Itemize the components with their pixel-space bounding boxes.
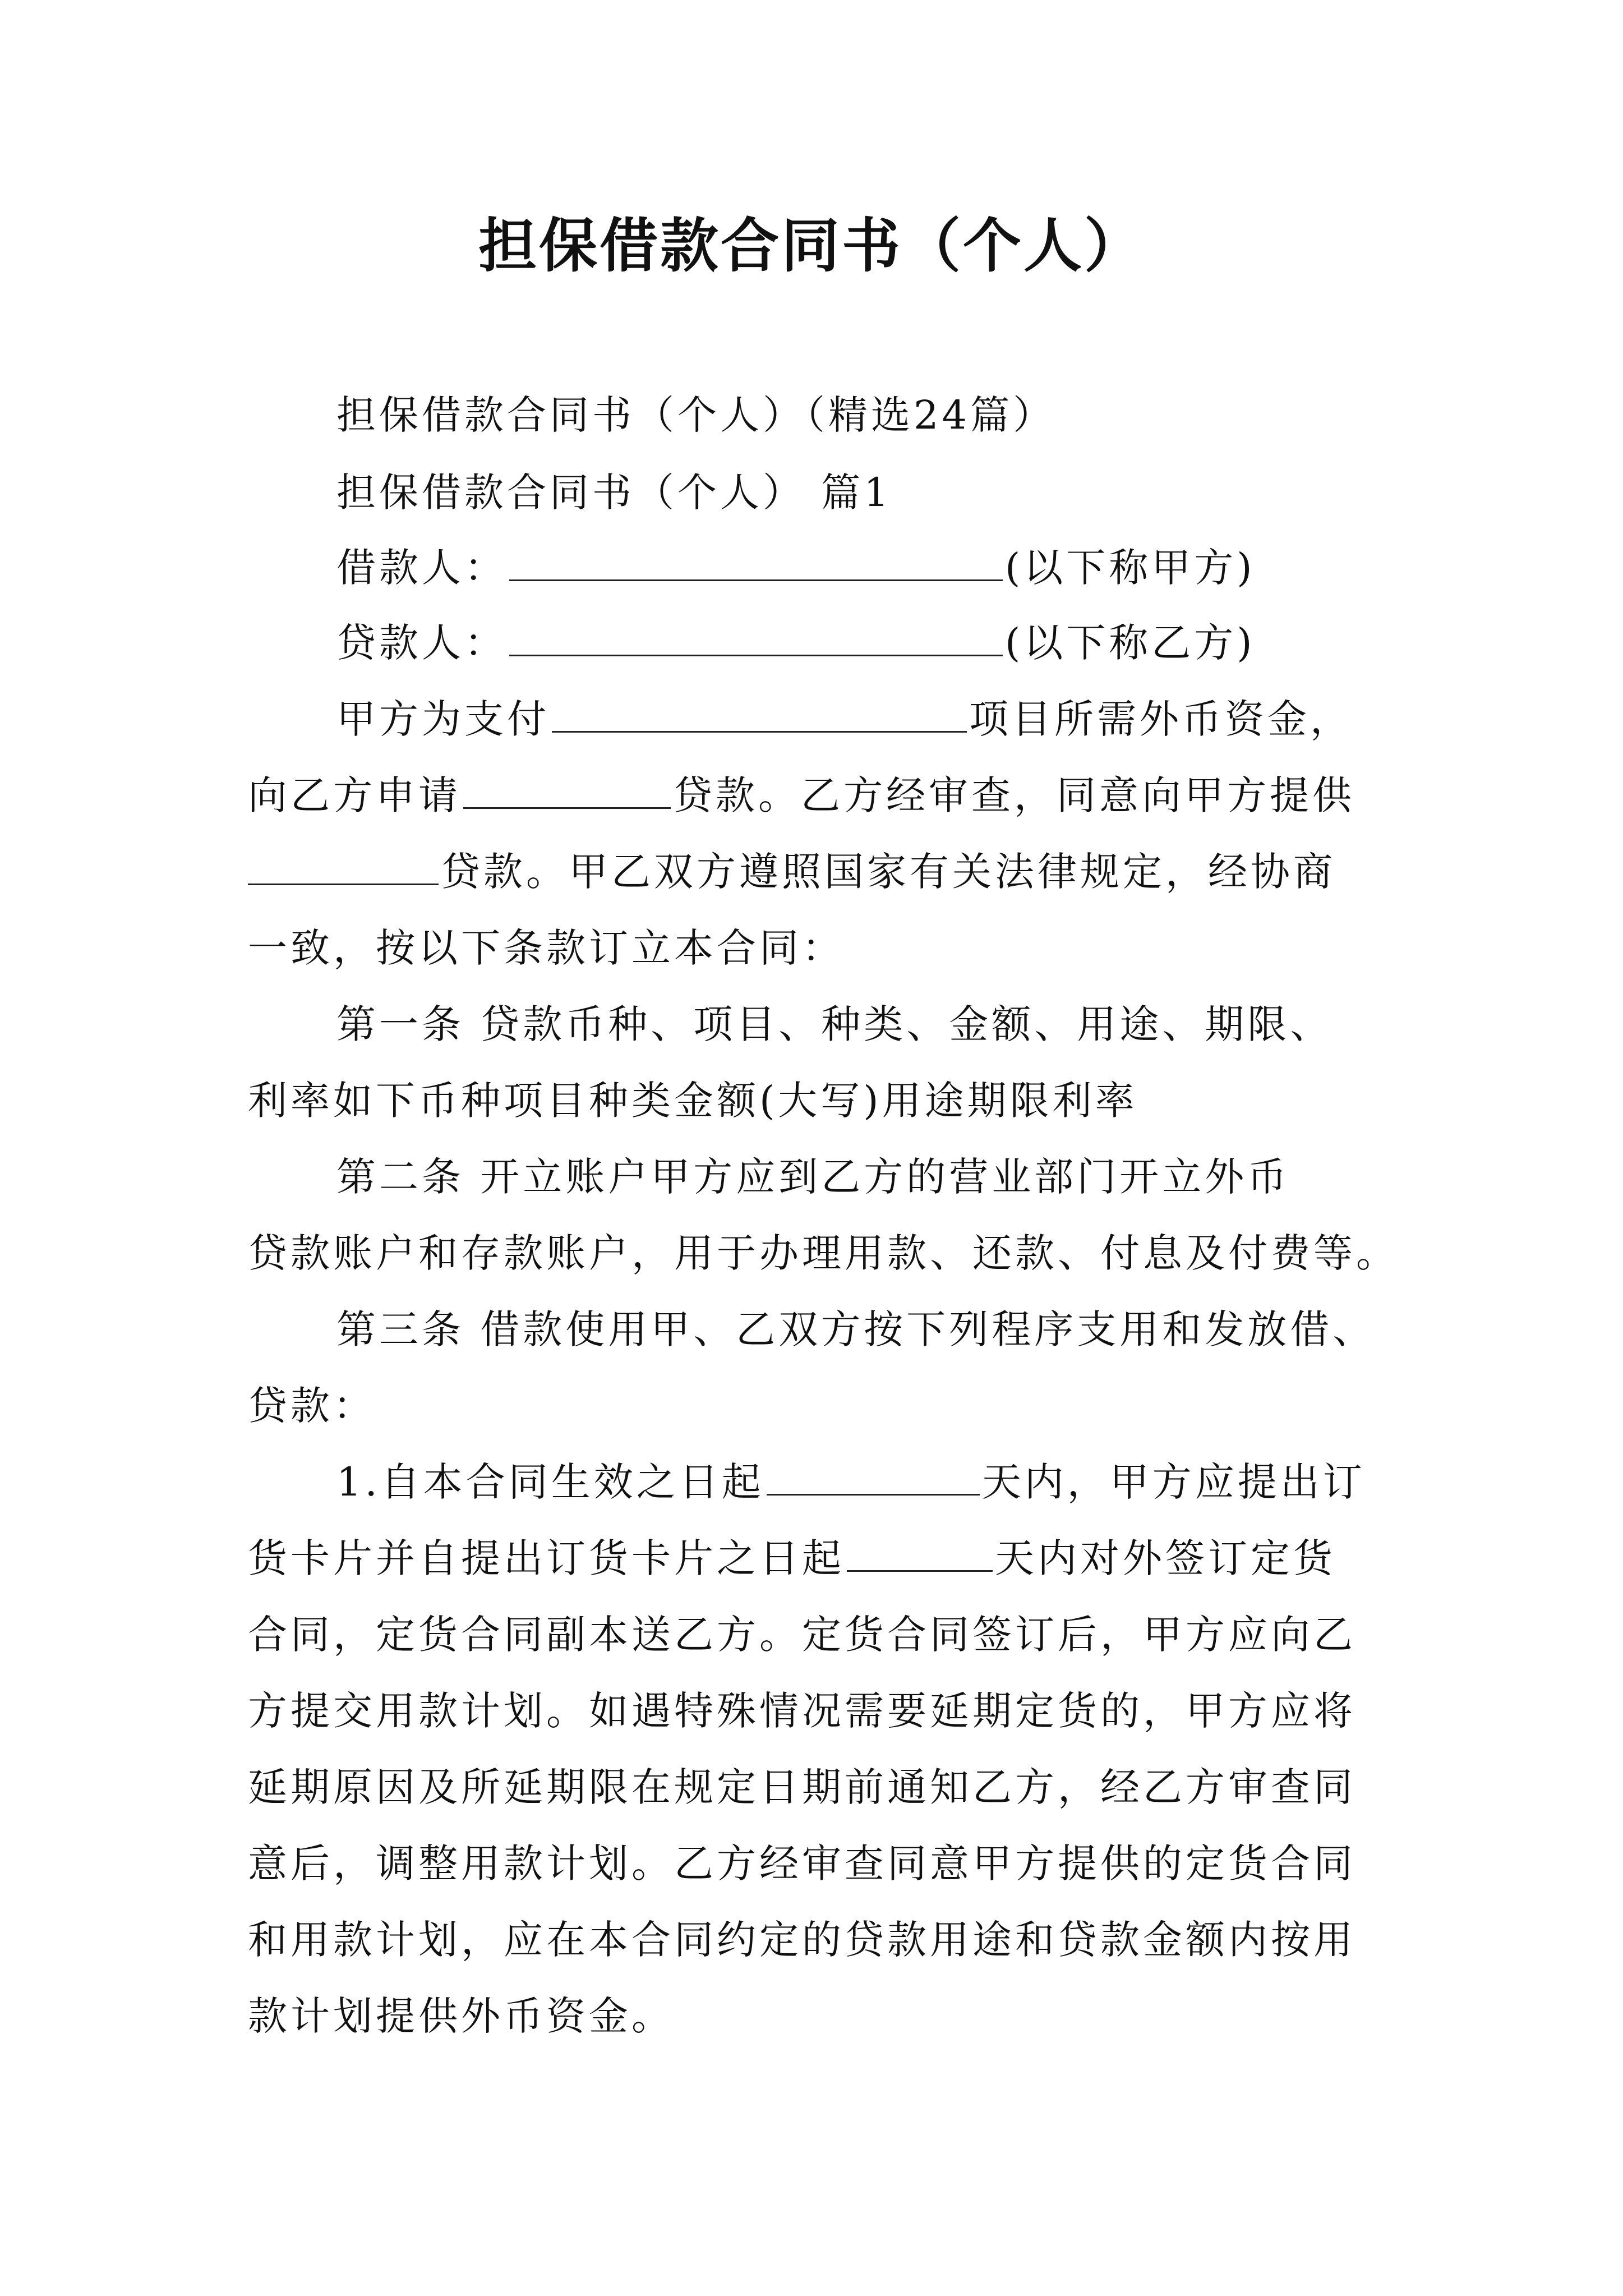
body-line: 方提交用款计划。如遇特殊情况需要延期定货的，甲方应将 — [248, 1688, 1356, 1734]
body-line — [248, 844, 1336, 900]
article-2: 第二条 开立账户甲方应到乙方的营业部门开立外币 — [336, 1154, 1290, 1200]
text-segment: 1.自本合同生效之日起 — [336, 1459, 764, 1505]
text-segment: 向乙方申请 — [248, 772, 461, 818]
body-line — [248, 1530, 1336, 1586]
text-segment: 项目所需外币资金， — [969, 696, 1353, 742]
document-title: 担保借款合同书（个人） — [478, 211, 1145, 280]
text-segment: 天内对外签订定货 — [995, 1535, 1336, 1581]
text-segment: 贷款。乙方经审查，同意向甲方提供 — [673, 772, 1355, 818]
article-3: 第三条 借款使用甲、乙双方按下列程序支用和发放借、 — [336, 1306, 1376, 1352]
borrower-blank — [509, 544, 1003, 581]
body-line: 和用款计划，应在本合同约定的贷款用途和贷款金额内按用 — [248, 1917, 1356, 1963]
section-heading: 担保借款合同书（个人） 篇1 — [336, 470, 892, 516]
borrower-line — [336, 540, 1256, 596]
loan-amount-blank — [248, 848, 439, 885]
project-blank — [552, 695, 967, 733]
days-blank — [767, 1458, 980, 1496]
days-blank — [847, 1534, 993, 1572]
lender-line — [336, 615, 1256, 671]
lender-blank — [509, 619, 1003, 656]
body-line: 意后，调整用款计划。乙方经审查同意甲方提供的定货合同 — [248, 1841, 1356, 1887]
loan-type-blank — [463, 771, 671, 809]
lender-suffix: (以下称乙方) — [1005, 620, 1256, 666]
body-line — [248, 767, 1355, 823]
body-line: 延期原因及所延期限在规定日期前通知乙方，经乙方审查同 — [248, 1764, 1356, 1810]
clause-1 — [336, 1454, 1366, 1510]
text-segment: 天内，甲方应提出订 — [981, 1459, 1366, 1505]
body-line: 贷款： — [248, 1383, 376, 1429]
body-line: 款计划提供外币资金。 — [248, 1993, 674, 2039]
body-line: 利率如下币种项目种类金额(大写)用途期限利率 — [248, 1078, 1138, 1124]
text-segment: 货卡片并自提出订货卡片之日起 — [248, 1535, 845, 1581]
body-line: 合同，定货合同副本送乙方。定货合同签订后，甲方应向乙 — [248, 1612, 1356, 1658]
body-line — [336, 691, 1353, 747]
body-line: 一致，按以下条款订立本合同： — [248, 925, 845, 971]
article-1: 第一条 贷款币种、项目、种类、金额、用途、期限、 — [336, 1001, 1333, 1047]
body-line: 贷款账户和存款账户，用于办理用款、还款、付息及付费等。 — [248, 1230, 1399, 1276]
subtitle-selection: 担保借款合同书（个人）（精选24篇） — [336, 392, 1056, 438]
text-segment: 甲方为支付 — [336, 696, 550, 742]
lender-label: 贷款人： — [336, 620, 507, 666]
borrower-suffix: (以下称甲方) — [1005, 545, 1256, 591]
text-segment: 贷款。甲乙双方遵照国家有关法律规定，经协商 — [441, 849, 1336, 895]
borrower-label: 借款人： — [336, 545, 507, 591]
